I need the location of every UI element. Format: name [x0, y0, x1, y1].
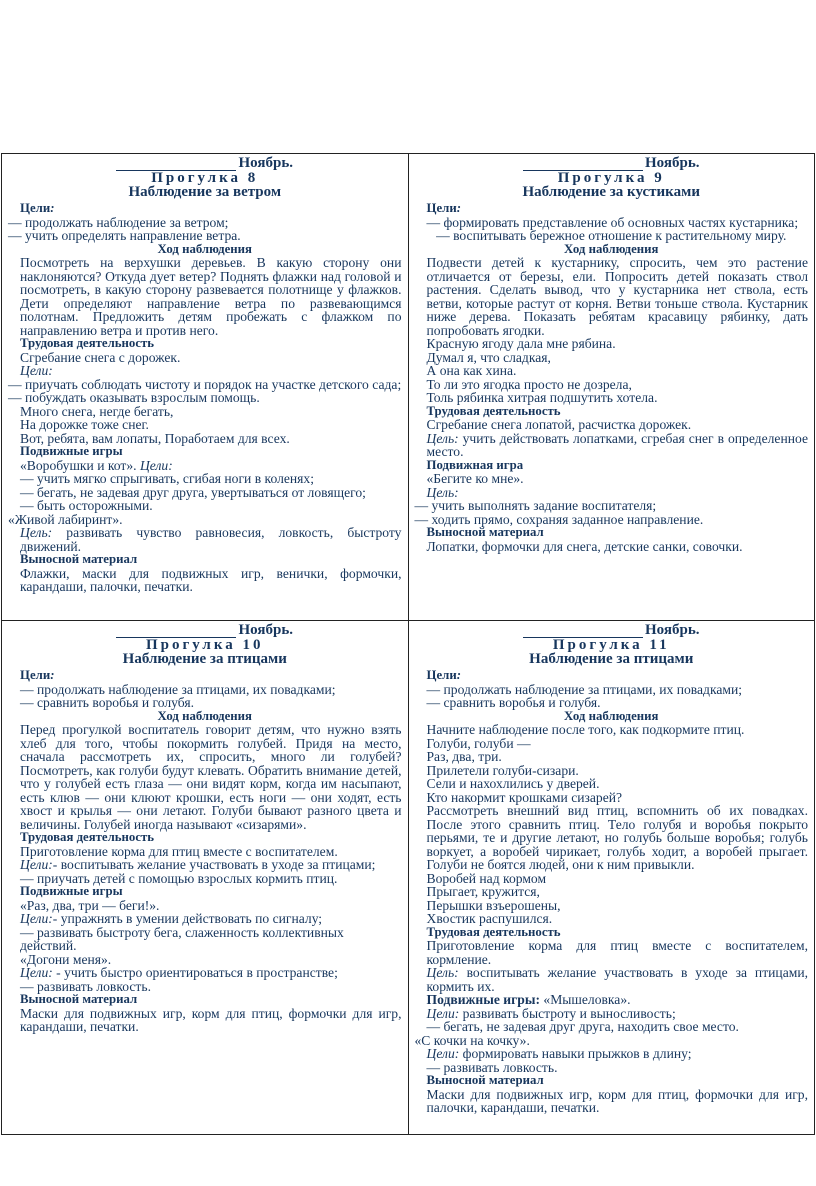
poem-line: Толь рябинка хитрая подшутить хотела.: [426, 390, 658, 405]
course-text: Подвести детей к кустарнику, спросить, чем это растение отличается от березы, ели. Попросить детей показать ствол растения. Сделать вывод, что у кустарника нет ствола, есть ветви, которые растут от корня. Ветви тоньше ствола. Кустарник ниже дерева. Показать ребятам красавицу рябинку, дать попробовать ягодки.: [426, 255, 808, 338]
topic-title: Наблюдение за птицами: [529, 651, 694, 667]
game-goal-item: — развивать быстроту бега, слаженность коллективных действий.: [20, 924, 344, 953]
goal-item: — продолжать наблюдение за ветром;: [8, 214, 229, 230]
poem-line: А она как хина.: [426, 363, 517, 378]
card-walk-8: [2, 154, 409, 621]
labor-goal-line: Цель: учить действовать лопатками, сгребая снег в определенное место.: [426, 430, 808, 459]
poem-line: Прыгает, кружится,: [426, 884, 540, 899]
month-header: Ноябрь.: [415, 156, 809, 171]
labor-label: Трудовая деятельность: [20, 336, 155, 350]
labor-label: Трудовая деятельность: [20, 830, 155, 844]
course-text: Рассмотреть внешний вид птиц, вспомнить об их повадках. После этого сравнить птиц. Тело голубя и воробья покрыто перьями, те и другие летают, но голубь больше воробья; голубь воркует, а воробей чирикает, голубь ходит, а воробей прыгает. Голуби не боятся людей, они к ним привыкли.: [426, 803, 808, 872]
labor-label: Трудовая деятельность: [426, 924, 561, 939]
poem-line: Кто накормит крошками сизарей?: [426, 789, 623, 805]
labor-goal-label: Цели:: [20, 363, 53, 378]
game-name: «С кочки на кочку».: [414, 1032, 530, 1048]
game-goal-item: — быть осторожными.: [20, 498, 153, 513]
labor-goal-item: — приучать детей с помощью взрослых кормить птиц.: [20, 870, 338, 886]
labor-text: Сгребание снега с дорожек.: [20, 349, 181, 365]
game-name: «Догони меня».: [20, 951, 112, 967]
game-goal-line: Цели: - учить быстро ориентироваться в пространстве;: [20, 965, 338, 980]
goals-label: Цели:: [426, 668, 461, 682]
topic-title: Наблюдение за ветром: [128, 184, 282, 200]
poem-line: Хвостик распушился.: [426, 911, 553, 926]
poem-line: Много снега, негде бегать,: [20, 403, 174, 419]
course-label: Ход наблюдения: [564, 241, 659, 256]
game-goal-line: Цели: развивать быстроту и выносливость;: [426, 1005, 676, 1021]
game-name: «Бегите ко мне».: [426, 471, 524, 486]
goals-label: Цели:: [20, 201, 55, 215]
poem-line: То ли это ягодка просто не дозрела,: [426, 376, 632, 392]
games-label: Подвижные игры: [20, 444, 123, 458]
poem-line: Думал я, что сладкая,: [426, 349, 551, 365]
game-goal-item: — ходить прямо, сохраняя заданное направление.: [414, 511, 704, 527]
poem-line: На дорожке тоже снег.: [20, 417, 149, 432]
poem-line: Вот, ребята, вам лопаты, Поработаем для всех.: [20, 430, 290, 446]
walks-table: [1, 153, 815, 1135]
month-header: Ноябрь.: [415, 623, 809, 638]
game-goal-line: Цели:- упражнять в умении действовать по сигналу;: [20, 911, 323, 926]
game-line: «Воробушки и кот». Цели:: [20, 457, 173, 473]
goal-item: — продолжать наблюдение за птицами, их повадками;: [20, 681, 336, 697]
goals-label: Цели:: [426, 201, 461, 215]
material-label: Выносной материал: [426, 525, 544, 539]
goal-item: — воспитывать бережное отношение к растительному миру.: [436, 228, 787, 243]
poem-line: Красную ягоду дала мне рябина.: [426, 336, 616, 351]
course-intro: Начните наблюдение после того, как подкормите птиц.: [426, 722, 745, 737]
game-name: «Живой лабиринт».: [8, 511, 123, 527]
material-text: Маски для подвижных игр, корм для птиц, формочки для игр, палочки, карандаши, печатки.: [426, 1086, 808, 1115]
card-walk-9: [408, 154, 815, 621]
game-goal-item: — развивать ловкость.: [20, 978, 151, 994]
course-text: Перед прогулкой воспитатель говорит детям, что нужно взять хлеб для того, чтобы покормить голубей. Придя на место, сначала рассмотреть их, спросить, много ли голубей? Посмотреть, как голуби будут клевать. Обратить внимание детей, что у голубей есть глаза — они видят корм, когда им насыпают, есть клюв — они клюют крошки, есть ноги — они ходят, есть хвост и крылья — они летают. Голуби бывают разного цвета и величины. Голубей иногда называют «сизарями».: [20, 722, 402, 832]
labor-text: Приготовление корма для птиц вместе с воспитателем.: [20, 843, 338, 859]
walk-title: Прогулка 8: [151, 170, 259, 186]
material-label: Выносной материал: [20, 992, 138, 1006]
course-text: Посмотреть на верхушки деревьев. В какую сторону они наклоняются? Откуда дует ветер? Поднять флажки над головой и посмотреть, в какую сторону развевается полотнище у флажков. Дети определяют направление ветра по развевающимся полотнам. Предложить детям пробежать с флажком по направлению ветра и против него.: [20, 255, 402, 338]
game-goal-label: Цель:: [426, 484, 459, 500]
topic-title: Наблюдение за кустиками: [522, 184, 700, 200]
material-label: Выносной материал: [426, 1073, 544, 1087]
game-goal-item: — бегать, не задевая друг друга, находить свое место.: [426, 1019, 739, 1034]
walk-title: Прогулка 9: [557, 170, 665, 186]
goal-item: — сравнить воробья и голубя.: [426, 695, 601, 710]
material-text: Маски для подвижных игр, корм для птиц, формочки для игр, карандаши, печатки.: [20, 1005, 402, 1034]
poem-line: Сели и нахохлились у дверей.: [426, 776, 600, 791]
goal-item: — формировать представление об основных частях кустарника;: [426, 214, 799, 230]
games-label: Подвижные игры: [20, 884, 123, 898]
goals-label: Цели:: [20, 668, 55, 682]
material-text: Лопатки, формочки для снега, детские санки, совочки.: [426, 538, 743, 554]
game-goal-item: — учить выполнять задание воспитателя;: [414, 498, 657, 513]
goal-item: — сравнить воробья и голубя.: [20, 695, 195, 710]
labor-goal-line: Цель: воспитывать желание участвовать в уходе за птицами, кормить их.: [426, 965, 808, 994]
games-line: Подвижные игры: «Мышеловка».: [426, 992, 631, 1007]
walk-title: Прогулка 11: [552, 637, 670, 653]
topic-title: Наблюдение за птицами: [122, 651, 287, 667]
labor-goal-item: — приучать соблюдать чистоту и порядок на участке детского сада;: [8, 376, 402, 392]
labor-text: Сгребание снега лопатой, расчистка дорожек.: [426, 417, 692, 432]
game-name: «Раз, два, три — беги!».: [20, 897, 160, 913]
game-goal-line: Цель: развивать чувство равновесия, ловкость, быстроту движений.: [20, 525, 402, 554]
walk-title: Прогулка 10: [145, 637, 264, 653]
material-text: Флажки, маски для подвижных игр, венички, формочки, карандаши, палочки, печатки.: [20, 565, 402, 594]
poem-line: Перышки взъерошены,: [426, 897, 561, 913]
month-header: Ноябрь.: [8, 623, 402, 638]
game-goal-item: — учить мягко спрыгивать, сгибая ноги в коленях;: [20, 471, 314, 486]
game-goal-item: — развивать ловкость.: [426, 1059, 558, 1075]
labor-label: Трудовая деятельность: [426, 403, 561, 418]
poem-line: Голуби, голуби —: [426, 735, 531, 751]
game-goal-line: Цели: формировать навыки прыжков в длину;: [426, 1046, 692, 1061]
material-label: Выносной материал: [20, 552, 138, 566]
course-label: Ход наблюдения: [157, 708, 252, 723]
game-goal-item: — бегать, не задевая друг друга, увертываться от ловящего;: [20, 484, 366, 500]
games-label: Подвижная игра: [426, 457, 524, 472]
labor-goal-line: Цели:- воспитывать желание участвовать в уходе за птицами;: [20, 857, 376, 872]
poem-line: Воробей над кормом: [426, 870, 547, 886]
course-label: Ход наблюдения: [564, 708, 659, 723]
month-header: Ноябрь.: [8, 156, 402, 171]
card-walk-10: [2, 621, 409, 1135]
poem-line: Раз, два, три.: [426, 749, 502, 764]
goal-item: — продолжать наблюдение за птицами, их повадками;: [426, 681, 743, 697]
course-label: Ход наблюдения: [157, 241, 252, 256]
labor-goal-item: — побуждать оказывать взрослым помощь.: [8, 390, 260, 405]
labor-text: Приготовление корма для птиц вместе с воспитателем, кормление.: [426, 938, 808, 967]
poem-line: Прилетели голуби-сизари.: [426, 762, 579, 778]
card-walk-11: [408, 621, 815, 1135]
goal-item: — учить определять направление ветра.: [8, 228, 241, 243]
